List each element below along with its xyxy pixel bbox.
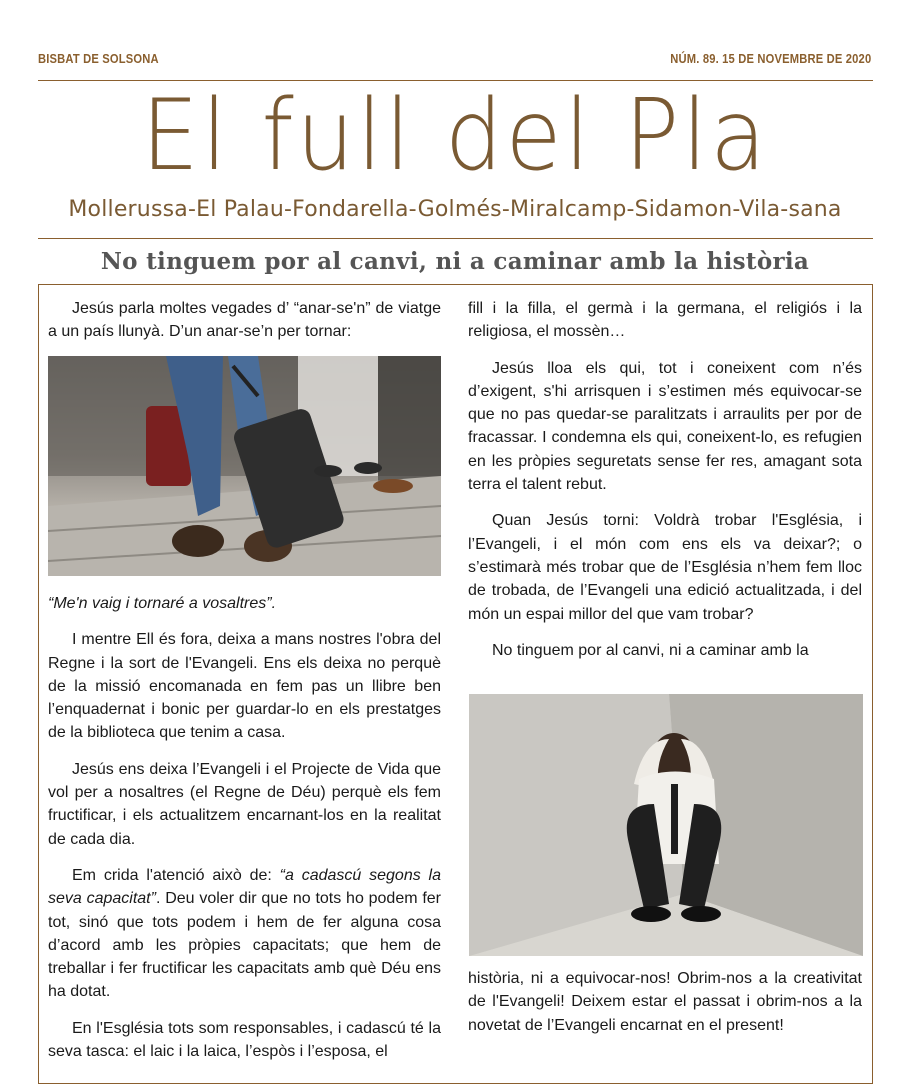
column-2-top [468, 297, 862, 675]
paragraph: En l'Església tots som responsables, i cadascú té la seva tasca: el laic i la laica, l’espòs i l’esposa, el [48, 1019, 441, 1061]
diocese-label: BISBAT DE SOLSONA [38, 51, 159, 66]
paragraph: Jesús parla moltes vegades d’ “anar-se'n” de viatge a un país llunyà. D’un anar-se’n per tornar: [48, 300, 441, 341]
article-headline: No tinguem por al canvi, ni a caminar amb la història [100, 248, 810, 275]
parishes-subtitle: Mollerussa-El Palau-Fondarella-Golmés-Miralcamp-Sidamon-Vila-sana [68, 197, 842, 222]
sad-man-photo [469, 694, 863, 956]
sad-man-illustration [469, 694, 863, 956]
traveler-suitcase-photo [48, 356, 441, 576]
paragraph [48, 864, 441, 1004]
column-1-top [48, 297, 441, 357]
column-1-bottom [48, 592, 441, 1076]
paragraph: història, ni a equivocar-nos! Obrim-nos a la creativitat de l'Evangeli! Deixem estar el passat i obrim-nos a la novetat de l’Evangeli encarnat en el present! [468, 970, 862, 1034]
masthead-title: El full del Pla [141, 79, 769, 193]
traveler-suitcase-illustration [48, 356, 441, 576]
photo-caption: “Me'n vaig i tornaré a vosaltres”. [48, 595, 277, 612]
issue-label: NÚM. 89. 15 DE NOVEMBRE DE 2020 [670, 51, 872, 66]
paragraph-text: . Deu voler dir que no tots ho podem fer tot, sinó que tots podem i hem de fer alguna cosa d’acord amb les pròpies capacitats; que hem de treballar i fer fructificar les capacitats amb què Déu ens ha dotat. [48, 890, 442, 1001]
top-bar [38, 51, 872, 71]
paragraph: Jesús lloa els qui, tot i coneixent com n’és d’exigent, s'hi arrisquen i s’estimen més equivocar-se que no pas quedar-se paralitzats i arraulits per por de fracassar. I condemna els qui, coneixent-lo, es refugien en les pròpies seguretats sense fer res, amagant sota terra el talent rebut. [468, 359, 862, 494]
paragraph: fill i la filla, el germà i la germana, el religiós i la religiosa, el mossèn… [468, 300, 862, 341]
paragraph: No tinguem por al canvi, ni a caminar amb la [492, 641, 809, 659]
paragraph: Jesús ens deixa l’Evangeli i el Projecte de Vida que vol per a nosaltres (el Regne de Déu) perquè els fem fructificar, i els actualitzem encarnant-los en la realitat de cada dia. [48, 760, 441, 848]
masthead-rule [38, 238, 873, 239]
paragraph: Quan Jesús torni: Voldrà trobar l'Església, i l’Evangeli, i el món com ens els va deixar?; o s’estimarà més trobar que de l’Església n’hem fem lloc de trobada, de l’Evangeli una edició actualitzada, i del món un espai millor del que vam trobar? [468, 512, 862, 623]
quote: “a cadascú segons la seva capacitat” [48, 866, 442, 908]
paragraph: I mentre Ell és fora, deixa a mans nostres l'obra del Regne i la sort de l'Evangeli. Ens els deixa no perquè de la missió encomanada en fem pas un llibre ben l’enquadernat i bonic per guardar-lo en els prestatges de la biblioteca que tenim a casa. [48, 631, 441, 742]
paragraph-text: Em crida l'atenció això de: [72, 866, 280, 884]
column-2-bottom [468, 967, 862, 1050]
